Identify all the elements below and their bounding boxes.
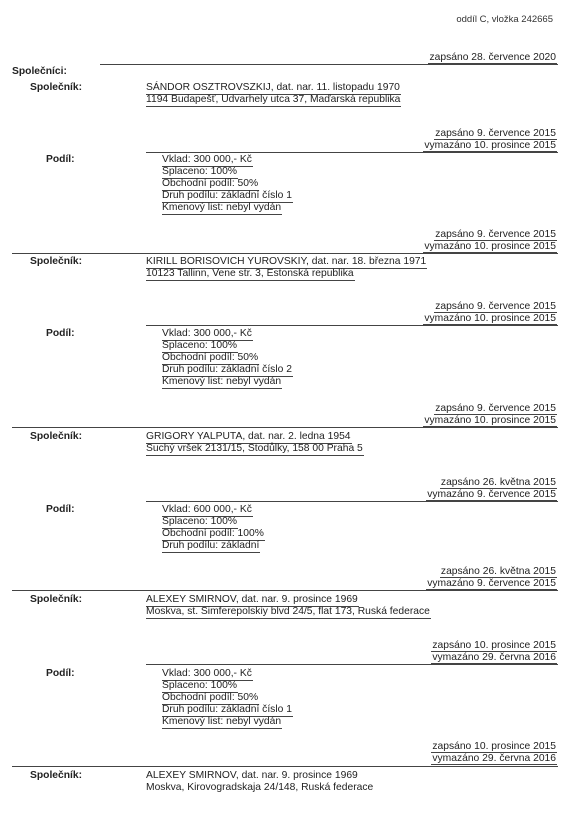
section-rule: [100, 64, 558, 65]
share-type: Druh podílu: základní číslo 2: [162, 364, 292, 375]
share-paid: Splaceno: 100%: [162, 340, 237, 351]
partner-name-line: ALEXEY SMIRNOV, dat. nar. 9. prosince 1969: [146, 770, 358, 781]
share-ratio: Obchodní podíl: 50%: [162, 352, 259, 363]
partner-label: Společník:: [30, 82, 83, 93]
share-label: Podíl:: [46, 328, 75, 339]
partner-deleted-date: vymazáno 9. července 2015: [427, 489, 556, 500]
entry-rule: [12, 253, 558, 254]
share-deposit: Vklad: 300 000,- Kč: [162, 328, 252, 339]
entry-rule: [146, 325, 558, 326]
share-recorded-date: zapsáno 10. prosince 2015: [432, 741, 556, 752]
share-recorded-date: zapsáno 9. července 2015: [435, 229, 556, 240]
share-recorded-date: zapsáno 26. května 2015: [440, 566, 556, 577]
partner-address-line: Moskva, Kirovogradskaja 24/148, Ruská federace: [146, 782, 374, 793]
partner-entry: [146, 770, 374, 794]
share-ratio: Obchodní podíl: 50%: [162, 178, 259, 189]
partner-address-line: 1194 Budapešť, Udvarhely utca 37, Maďarská republika: [146, 94, 401, 105]
share-label: Podíl:: [46, 154, 75, 165]
entry-rule: [146, 152, 558, 153]
partner-deleted-date: vymazáno 10. prosince 2015: [424, 140, 556, 151]
partner-entry: [146, 431, 364, 455]
share-paid: Splaceno: 100%: [162, 166, 237, 177]
partner-name-line: SÁNDOR OSZTROVSZKIJ, dat. nar. 11. listopadu 1970: [146, 82, 400, 93]
partner-address-line: Suchý vršek 2131/15, Stodůlky, 158 00 Praha 5: [146, 443, 363, 454]
partner-address-line: Moskva, st. Simferepolskiy blvd 24/5, flat 173, Ruská federace: [146, 606, 430, 617]
share-details: [162, 504, 265, 552]
partner-label: Společník:: [30, 770, 83, 781]
share-type: Druh podílu: základní: [162, 540, 260, 551]
share-type: Druh podílu: základní číslo 1: [162, 704, 292, 715]
share-deposit: Vklad: 300 000,- Kč: [162, 668, 252, 679]
partner-recorded-date: zapsáno 9. července 2015: [435, 128, 556, 139]
share-certificate: Kmenový list: nebyl vydán: [162, 716, 282, 727]
share-paid: Splaceno: 100%: [162, 680, 237, 691]
partner-name-line: KIRILL BORISOVICH YUROVSKIY, dat. nar. 18. března 1971: [146, 256, 427, 267]
share-recorded-date: zapsáno 9. července 2015: [435, 403, 556, 414]
share-certificate: Kmenový list: nebyl vydán: [162, 376, 282, 387]
partner-name-line: GRIGORY YALPUTA, dat. nar. 2. ledna 1954: [146, 431, 351, 442]
partner-name-line: ALEXEY SMIRNOV, dat. nar. 9. prosince 1969: [146, 594, 358, 605]
section-recorded-date: zapsáno 28. července 2020: [429, 52, 556, 63]
document-reference: oddíl C, vložka 242665: [456, 14, 553, 25]
share-details: [162, 328, 293, 388]
share-deposit: Vklad: 300 000,- Kč: [162, 154, 252, 165]
share-details: [162, 154, 293, 214]
partner-label: Společník:: [30, 431, 83, 442]
partner-recorded-date: zapsáno 10. prosince 2015: [432, 640, 556, 651]
share-ratio: Obchodní podíl: 100%: [162, 528, 264, 539]
share-type: Druh podílu: základní číslo 1: [162, 190, 292, 201]
share-details: [162, 668, 293, 728]
partner-deleted-date: vymazáno 29. června 2016: [432, 652, 556, 663]
partner-recorded-date: zapsáno 9. července 2015: [435, 301, 556, 312]
share-label: Podíl:: [46, 668, 75, 679]
share-label: Podíl:: [46, 504, 75, 515]
entry-rule: [12, 590, 558, 591]
share-deleted-date: vymazáno 9. července 2015: [427, 578, 556, 589]
share-deleted-date: vymazáno 29. června 2016: [432, 753, 556, 764]
share-certificate: Kmenový list: nebyl vydán: [162, 202, 282, 213]
partner-entry: [146, 256, 427, 280]
entry-rule: [146, 501, 558, 502]
partner-entry: [146, 82, 401, 106]
share-deleted-date: vymazáno 10. prosince 2015: [424, 241, 556, 252]
partner-label: Společník:: [30, 594, 83, 605]
partner-label: Společník:: [30, 256, 83, 267]
share-ratio: Obchodní podíl: 50%: [162, 692, 259, 703]
share-paid: Splaceno: 100%: [162, 516, 237, 527]
partner-deleted-date: vymazáno 10. prosince 2015: [424, 313, 556, 324]
partner-address-line: 10123 Tallinn, Vene str. 3, Estonská republika: [146, 268, 354, 279]
entry-rule: [12, 427, 558, 428]
partner-recorded-date: zapsáno 26. května 2015: [440, 477, 556, 488]
section-title: Společníci:: [12, 66, 67, 77]
partner-entry: [146, 594, 431, 618]
entry-rule: [12, 766, 558, 767]
share-deposit: Vklad: 600 000,- Kč: [162, 504, 252, 515]
entry-rule: [146, 664, 558, 665]
share-deleted-date: vymazáno 10. prosince 2015: [424, 415, 556, 426]
